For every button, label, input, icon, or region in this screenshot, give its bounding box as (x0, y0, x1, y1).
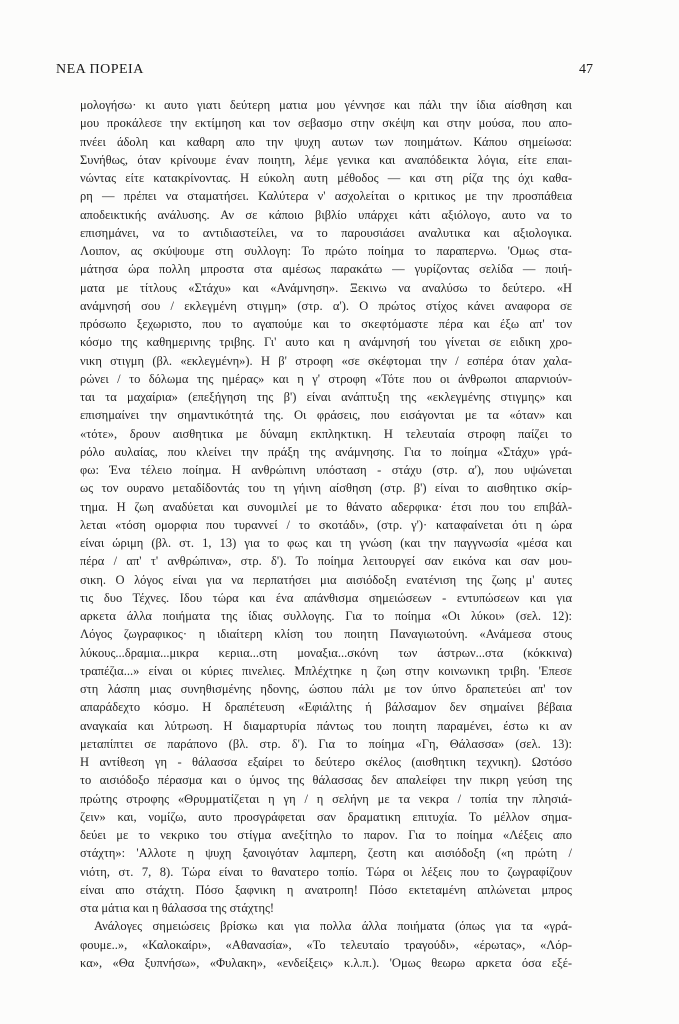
text-line: Ανάλογες σημειώσεις βρίσκω και για πολλα άλλα ποιήματα (όπως για τα «γρά- (94, 919, 572, 934)
text-line: φουμε..», «Καλοκαίρι», «Αθανασία», «Το τελευταίο τραγούδι», «έρωτας», «Λόρ- (80, 937, 572, 952)
text-line: μεταπίπτει σε παράπονο (βλ. στρ. δ'). Για το ποίημα «Γη, Θάλασσα» (σελ. 13): (80, 736, 572, 751)
text-line: αποδεικτικής ανάλυσης. Αν σε κάποιο βιβλίο υπάρχει κάτι αξιόλογο, αυτο να το (80, 207, 572, 222)
text-line: κα», «Θα ξυπνήσω», «Φυλακη», «ενδείξεις» κ.λ.π.). 'Ομως θεωρω αρκετα όσα εξέ- (80, 955, 572, 970)
text-line: σικη. Ο λόγος είναι για να περπατήσει μια αισιόδοξη ενατένιση της ζωης μ' αυτες (80, 572, 572, 587)
text-line: Λόγος ζωγραφικος· η ιδιαίτερη κλίση του ποιητη Παναγιωτούνη. «Ανάμεσα στους (80, 627, 572, 642)
text-line: ρώνει / το δόλωμα της ημέρας» και η γ' στροφη «Τότε που οι άνθρωποι απαρνιούν- (80, 371, 572, 386)
page-header (56, 62, 593, 80)
text-line: το αισιόδοξο πέρασμα και ο ύμνος της θάλασσας δεν απαλείφει την πικρη γεύση της (80, 773, 572, 788)
text-line: πρώτης στροφης «Θρυμματίζεται η γη / η σελήνη με τα νεκρα / τοπία την πλησιά- (80, 791, 572, 806)
text-line: τις δυο Τέχνες. Ιδου τώρα και ένα απάνθισμα σημειώσεων - εντυπώσεων και για (80, 590, 572, 605)
page-number: 47 (579, 62, 593, 77)
text-line: δεύει με το νεκρικο του στίγμα ανεξίτηλο το παρον. Για το ποίημα «Λέξεις απο (80, 828, 572, 842)
text-line: ρη — πρέπει να σταματήσει. Καλύτερα ν' ασχολείται ο κριτικος με την προσπάθεια (80, 189, 572, 204)
article-body (80, 96, 572, 972)
text-line: Η αντίθεση γη - θάλασσα εξαίρει το δεύτερο σκέλος (αισθητικη τεχνικη). Ωστόσο (80, 755, 572, 769)
text-line: ως τον ουρανο μεταδίδοντάς του τη γήινη αίσθηση (στρ. β') είναι το αισθητικο σκίρ- (80, 481, 572, 496)
text-line: κόσμο της καθημερινης τριβης. Γι' αυτο και η ανάμνησή του γίνεται σε ειδικη χρο- (80, 335, 572, 350)
text-line: λεται «τόση ομορφια που τυραννεί / το σκοτάδι», (στρ. γ')· καταφαίνεται ότι η ώρα (80, 517, 572, 532)
text-line: στα μάτια και η θάλασσα της στάχτης! (80, 901, 275, 915)
text-line: Συνήθως, όταν κρίνουμε έναν ποιητη, λέμε γενικα και αναπόδεικτα λόγια, είτε επαι- (80, 152, 572, 167)
text-line: πρόσωπο ξεχωριστο, που το αγαπούμε και το σκεφτόμαστε πέρα και έξω απ' τον (80, 317, 572, 331)
text-line: «τότε», δρουν αισθητικα με δύναμη εκπληκτικη. Η τελευταία στροφη παίζει το (80, 426, 572, 441)
text-line: μάτησα ώρα πολλη μπροστα στα αμέσως παρακάτω — γυρίζοντας σελίδα — ποιή- (80, 262, 572, 277)
text-line: νιότη, στ. 7, 8). Τώρα είναι το θανατερο τοπίο. Τώρα οι λέξεις που το ζωγραφίζουν (80, 864, 572, 879)
text-line: ρόλο αυλαίας, που κλείνει την πράξη της ανάμνησης. Για το ποίημα «Στάχυ» γρά- (80, 444, 572, 459)
text-line: αρκετα άλλα ποιήματα της ίδιας συλλογης. Για το ποίημα «Οι λύκοι» (σελ. 12): (80, 609, 572, 623)
text-line: ανάμνησή σου / εκλεγμένη στιγμη» (στρ. α'). Ο πρώτος στίχος κάνει αναφορα σε (80, 298, 572, 313)
text-line: νώντας είτε κατακρίνοντας. Η εύκολη αυτη μέθοδος — και στη ρίζα της όχι καθα- (80, 171, 572, 185)
text-line: ται τα μαχαίρια» (επεξήγηση της β') είναι ανάπτυξη της «εκλεγμένης στιγμης» και (80, 390, 572, 404)
text-line: φω: Ένα τέλειο ποίημα. Η ανθρώπινη υπόσταση - στάχυ (στρ. α'), που υψώνεται (80, 463, 572, 477)
journal-title: ΝΕΑ ΠΟΡΕΙΑ (56, 62, 144, 77)
text-line: λύκους...δραμια...μικρα κεριια...στη μοναξια...σκόνη των άστρων...στα (κόκκινα) (80, 645, 572, 660)
text-line: στάχτη»: 'Αλλοτε η ψυχη ξανοιγόταν λαμπερη, ζεστη και αισιόδοξη («η πρώτη / (80, 846, 572, 861)
text-line: πέρα / απ' τ' ανθρώπινα», στρ. δ'). Το ποίημα λειτουργεί σαν εικόνα και σαν μου- (80, 554, 572, 569)
text-line: ματα με τίτλους «Στάχυ» και «Ανάμνηση». Ξεκινω να αναλύσω το δεύτερο. «Η (80, 280, 572, 295)
text-line: απαράδεχτο κόσμο. Η δραπέτευση «Εφιάλτης ή βάλσαμον δεν σημαίνει βέβαια (80, 700, 572, 715)
text-line: νικη στιγμη (βλ. «εκλεγμένη»). Η β' στροφη «σε σκέφτομαι την / εσπέρα όταν χαλα- (80, 353, 572, 368)
text-line: αναγκαία και λύτρωση. Η διαμαρτυρία πάντως του ποιητη παραμένει, έστω κι αν (80, 718, 572, 733)
text-line: μου προκάλεσε την εκτίμηση και τον σεβασμο στην σκέψη και στην μούσα, που απο- (80, 116, 572, 131)
text-line: μολογήσω· κι αυτο γιατι δεύτερη ματια μου γέννησε και πάλι την ίδια αίσθηση και (80, 98, 572, 112)
text-line: πνέει άδολη και καθαρη απο την ψυχη αυτων των ποιημάτων. Κάπου σημείωσα: (80, 134, 572, 149)
text-line: τημα. Η ζωη αναδύεται και συνομιλεί με το θάνατο αδερφικα· έτσι που του επιβάλ- (80, 499, 572, 514)
text-line: ζειν» και, νομίζω, αυτο προσγράφεται σαν δραματικη επιτυχία. Το μέλλον σημα- (80, 809, 572, 824)
text-line: είναι απο στάχτη. Πόσο ξαφνικη η ανατροπη! Πόσο εκτεταμένη απλώνεται μπρος (80, 882, 572, 897)
text-line: επισημάνει, να το αντιδιαστείλει, να το παρουσιάσει αναλυτικα και αξιολογικα. (80, 225, 572, 240)
text-line: στη λάσπη μιας συνηθισμένης ηδονης, ώσπου πάλι με τον ύπνο δραπετεύει απ' τον (80, 682, 572, 696)
text-line: τραπέζια...» είναι οι κύριες πινελιες. Μπλέχτηκε η ζωη στην κοινωνικη τριβη. 'Επεσε (80, 663, 572, 678)
text-line: είναι ώριμη (βλ. στ. 1, 13) για το φως και τη γνώση (και την παγγνωσία «μέσα και (80, 536, 572, 550)
text-line: επισημαίνει την σημαντικότητά της. Οι φράσεις, που εισάγονται με τα «όταν» και (80, 408, 572, 423)
text-line: Λοιπον, ας σκύψουμε στη συλλογη: Το πρώτο ποίημα το παραπερνω. 'Ομως στα- (80, 244, 572, 258)
